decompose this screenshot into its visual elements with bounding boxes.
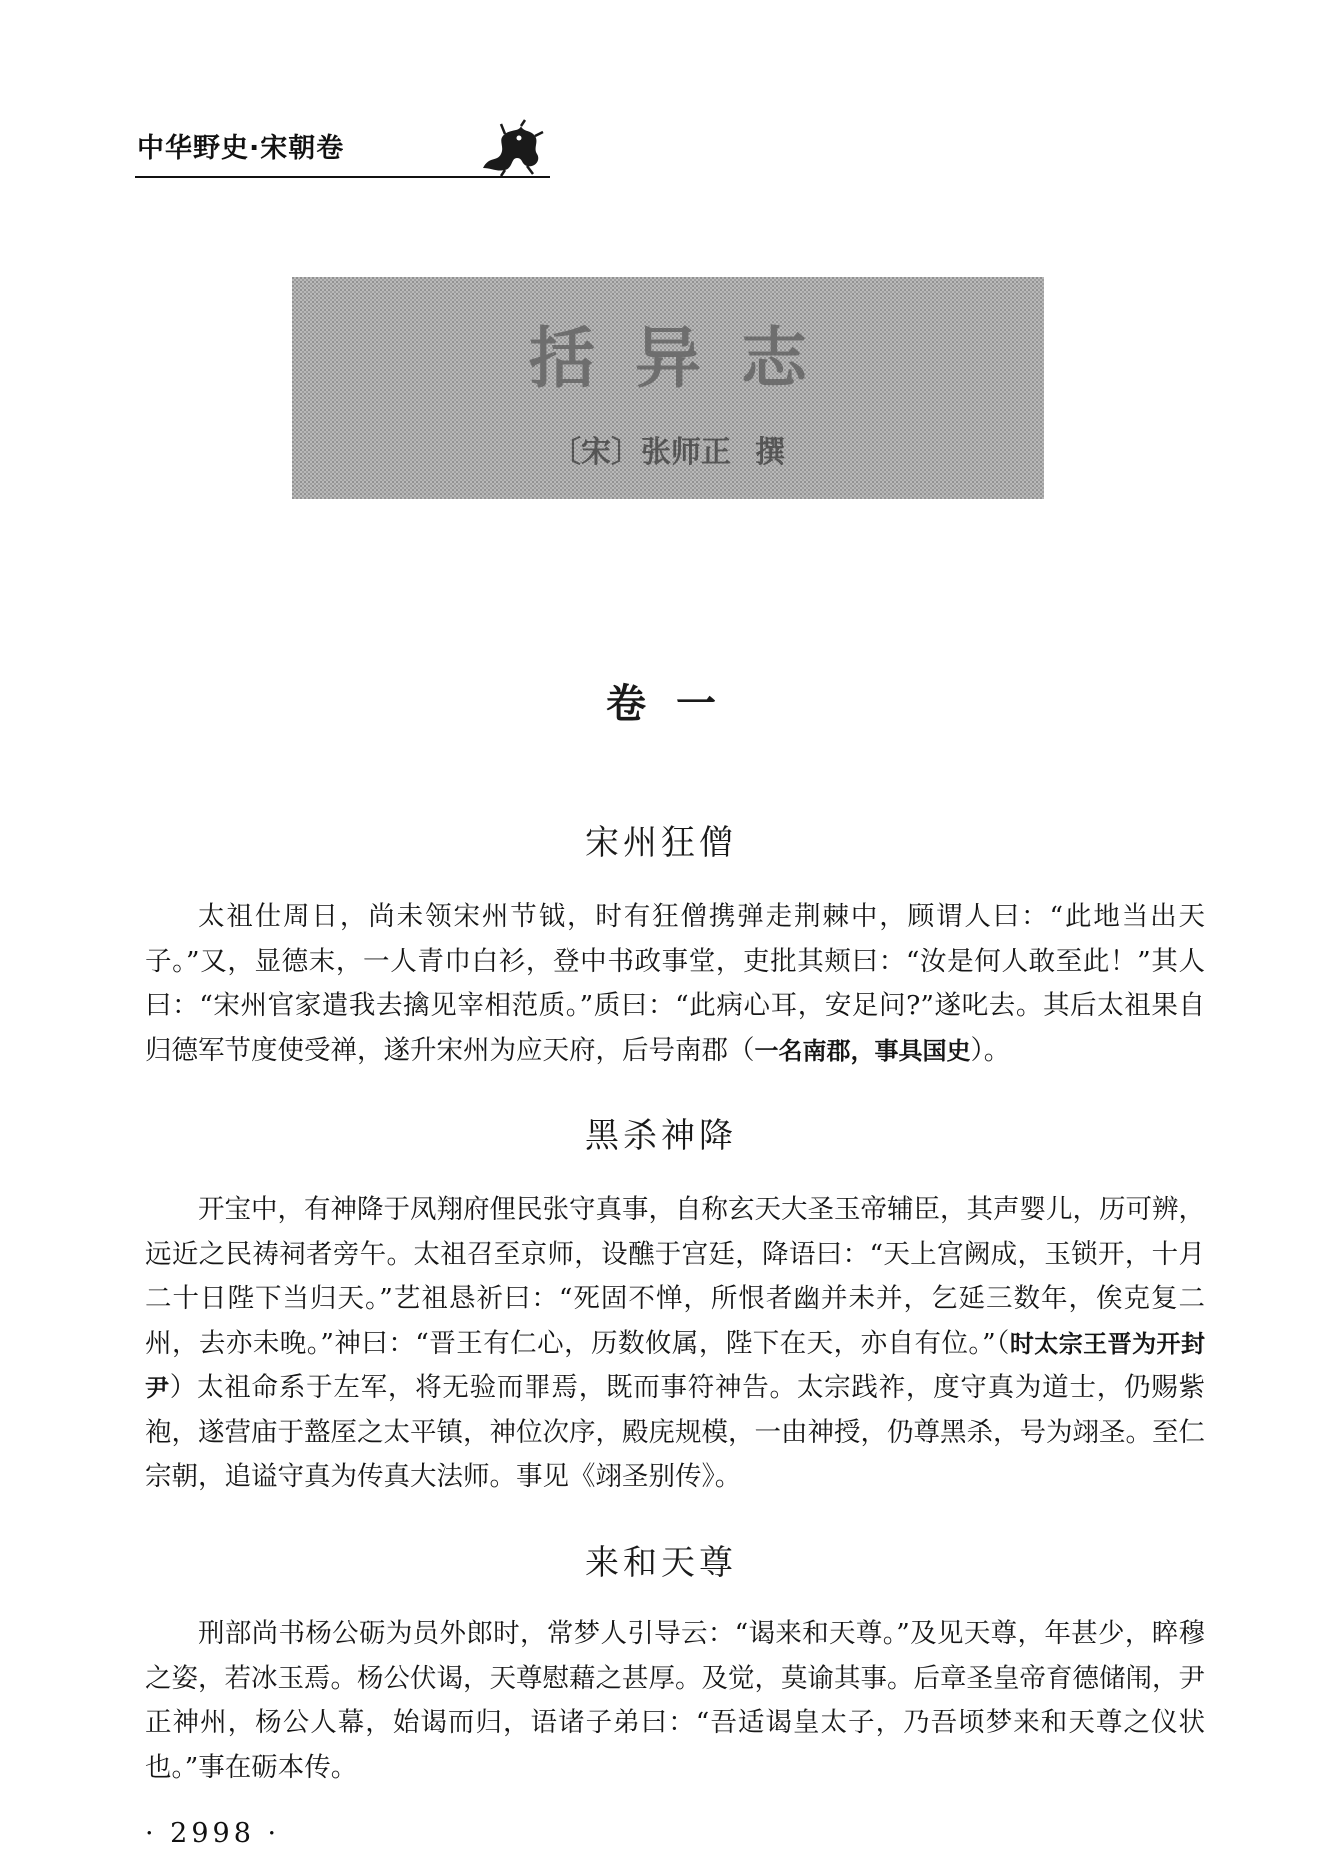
dragon-icon: [475, 118, 545, 178]
section-title: 黑杀神降: [585, 1116, 737, 1156]
section-title: 来和天尊: [585, 1543, 737, 1583]
volume-heading: 卷一: [606, 681, 746, 727]
header-rule: [135, 176, 550, 178]
inline-note: 时太宗王晋为开封尹: [145, 1328, 1205, 1402]
section-paragraph: 太祖仕周日，尚未领宋州节钺，时有狂僧携弹走荆棘中，顾谓人曰：“此地当出天子。”又，显德末，一人青巾白衫，登中书政事堂，吏批其颊曰：“汝是何人敢至此！”其人曰：“宋州官家遣我去擒见宰相范质。”质曰：“此病心耳，安足问?”遂叱去。其后太祖果自归德军节度使受禅，遂升宋州为应天府，后号南郡（一名南郡，事具国史）。: [145, 901, 1205, 1066]
section-title: 宋州狂僧: [585, 823, 737, 863]
title-box: [292, 277, 1044, 499]
book-title: 括异志: [529, 320, 847, 397]
page-number: · 2998 ·: [145, 1818, 281, 1849]
section-paragraph: 刑部尚书杨公砺为员外郎时，常梦人引导云：“谒来和天尊。”及见天尊，年甚少，睟穆之姿，若冰玉焉。杨公伏谒，天尊慰藉之甚厚。及觉，莫谕其事。后章圣皇帝育德储闱，尹正神州，杨公人幕，始谒而归，语诸子弟曰：“吾适谒皇太子，乃吾顷梦来和天尊之仪状也。”事在砺本传。: [145, 1618, 1205, 1783]
series-title: 中华野史·宋朝卷: [137, 133, 345, 164]
author-name: 张师正: [641, 435, 731, 470]
author-line: [292, 427, 1044, 471]
inline-note: 一名南郡，事具国史: [754, 1035, 971, 1065]
author-dynasty: 〔宋〕: [551, 435, 641, 470]
author-role: 撰: [755, 435, 785, 470]
running-header: [135, 118, 550, 180]
section-paragraph: 开宝中，有神降于凤翔府俚民张守真事，自称玄天大圣玉帝辅臣，其声婴儿，历可辨，远近之民祷祠者旁午。太祖召至京师，设醮于宫廷，降语曰：“天上宫阙成，玉锁开，十月二十日陛下当归天。”艺祖恳祈曰：“死固不惮，所恨者幽并未并，乞延三数年，俟克复二州，去亦未晚。”神曰：“晋王有仁心，历数攸属，陛下在天，亦自有位。”（时太宗王晋为开封尹）太祖命系于左军，将无验而罪焉，既而事符神告。太宗践祚，度守真为道士，仍赐紫袍，遂营庙于盩厔之太平镇，神位次序，殿庑规模，一由神授，仍尊黑杀，号为翊圣。至仁宗朝，追谥守真为传真大法师。事见《翊圣别传》。: [145, 1194, 1206, 1492]
